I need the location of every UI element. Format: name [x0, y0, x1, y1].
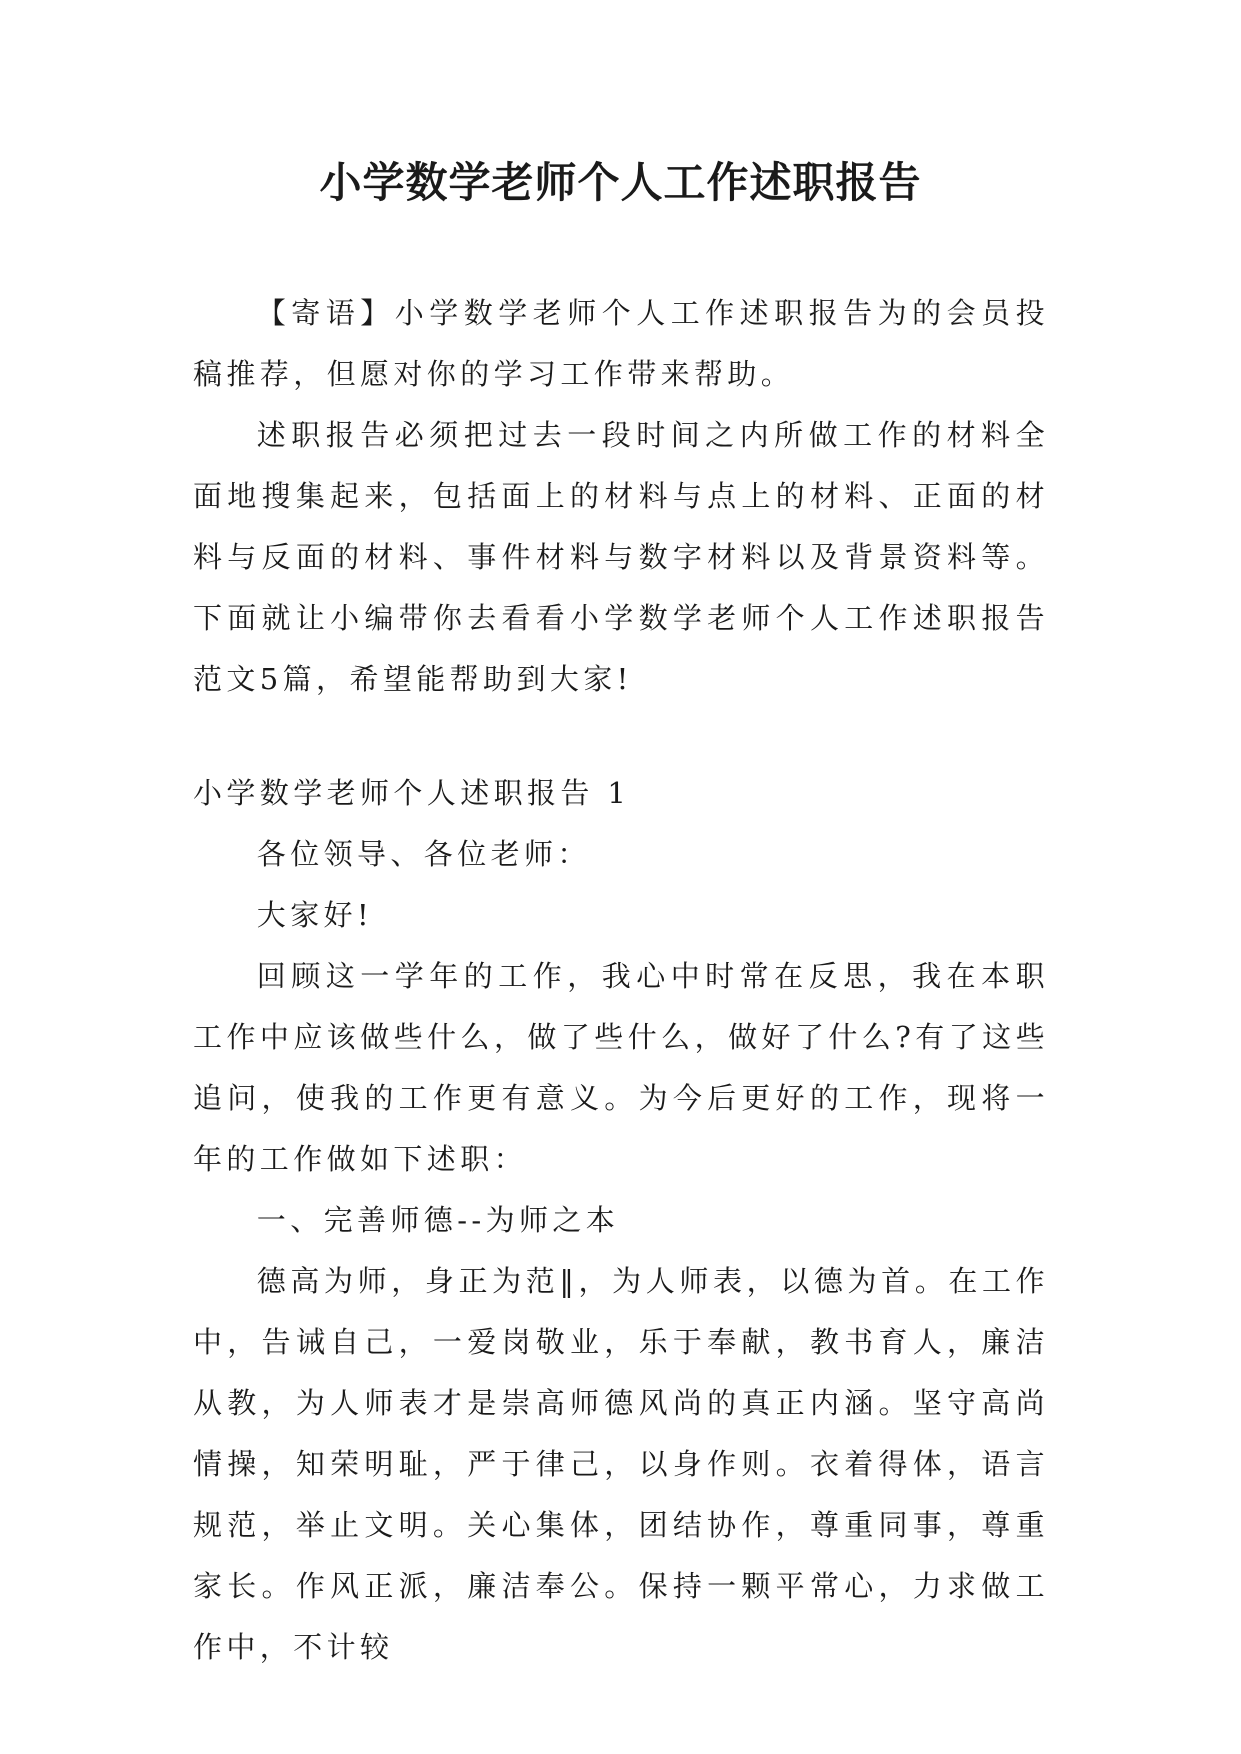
intro-paragraph: 述职报告必须把过去一段时间之内所做工作的材料全面地搜集起来，包括面上的材料与点上的材料、正面的材料与反面的材料、事件材料与数字材料以及背景资料等。下面就让小编带你去看看小学数学老师个人工作述职报告范文5篇，希望能帮助到大家!: [193, 418, 1049, 696]
document-title: 小学数学老师个人工作述职报告: [319, 158, 922, 207]
point-one-paragraph: 德高为师，身正为范‖，为人师表，以德为首。在工作中，告诫自己，一爱岗敬业，乐于奉献，教书育人，廉洁从教，为人师表才是崇高师德风尚的真正内涵。坚守高尚情操，知荣明耻，严于律己，以身作则。衣着得体，语言规范，举止文明。关心集体，团结协作，尊重同事，尊重家长。作风正派，廉洁奉公。保持一颗平常心，力求做工作中，不计较: [193, 1264, 1049, 1664]
point-one-heading: 一、完善师德--为师之本: [256, 1203, 620, 1237]
paragraph-gap: [193, 710, 1049, 763]
preface-paragraph: 【寄语】小学数学老师个人工作述职报告为的会员投稿推荐，但愿对你的学习工作带来帮助。: [193, 296, 1049, 391]
salutation-paragraph: 各位领导、各位老师：: [256, 837, 591, 871]
section-heading: 小学数学老师个人述职报告 1: [193, 776, 631, 810]
review-paragraph: 回顾这一学年的工作，我心中时常在反思，我在本职工作中应该做些什么，做了些什么，做好了什么?有了这些追问，使我的工作更有意义。为今后更好的工作，现将一年的工作做如下述职：: [193, 959, 1049, 1176]
document-body: [193, 283, 1049, 1678]
greeting-paragraph: 大家好!: [256, 898, 374, 932]
